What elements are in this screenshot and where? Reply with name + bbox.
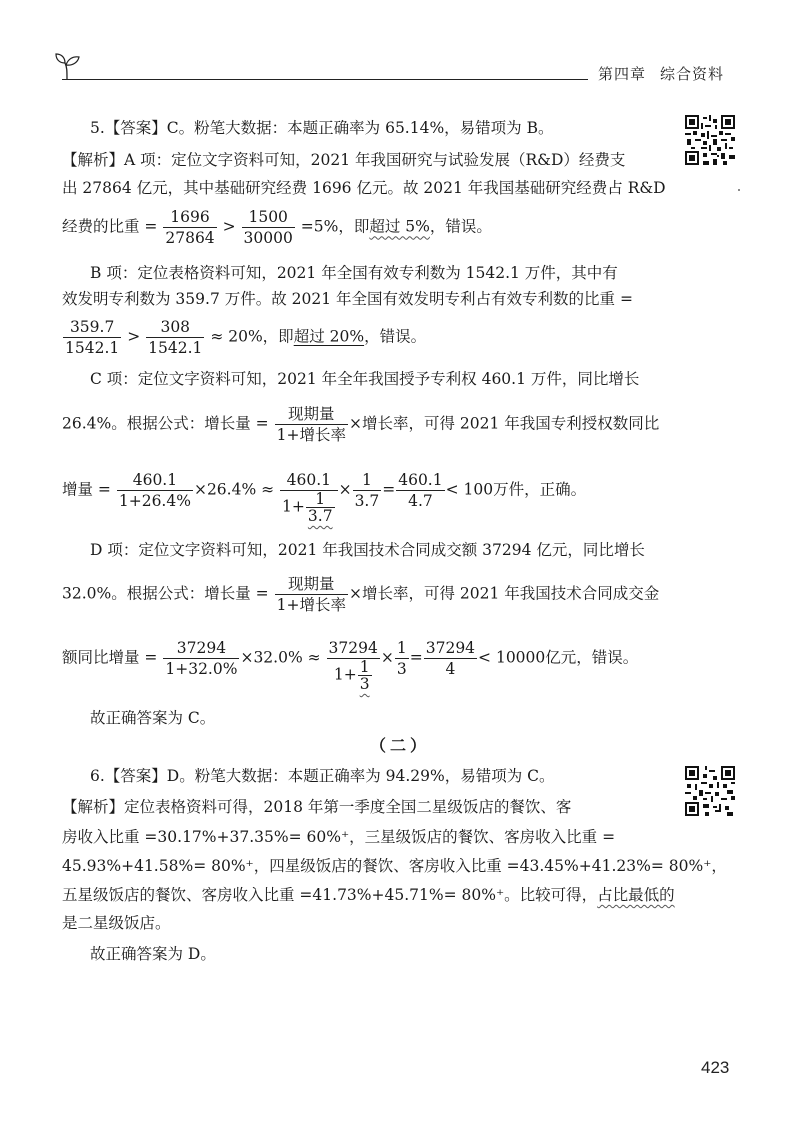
q5-answer-line (62, 118, 554, 138)
q5-formula-a (62, 207, 492, 248)
q5-line3 (62, 178, 666, 198)
q6-line3 (62, 827, 615, 847)
fraction-numerator: 37294 (425, 639, 476, 657)
fraction (275, 574, 348, 615)
q5-formula-a-mid: =5%，即 (300, 217, 370, 236)
fraction-numerator: 37294 (163, 638, 239, 659)
header-rule (62, 79, 588, 80)
q6-line6 (62, 913, 171, 933)
q5-option-b-formula (62, 317, 426, 358)
fraction-denominator: 1+26.4% (118, 492, 191, 510)
q5-option-c-line1 (62, 369, 639, 389)
fraction (163, 638, 239, 679)
fraction-numerator: 37294 (328, 639, 378, 657)
fraction-denominator: 4 (445, 660, 456, 678)
q5-option-d-formula-pre: 额同比增量 = (62, 648, 158, 667)
fraction (424, 638, 477, 679)
fraction (280, 470, 338, 524)
fraction-numerator: 1 (396, 639, 407, 657)
fraction-denominator: 27864 (165, 229, 215, 247)
q5-analysis-line (62, 150, 625, 170)
fraction-denominator: 1+增长率 (276, 596, 346, 614)
q5-emphasis: 超过 5% (369, 217, 430, 236)
q6-line4 (62, 856, 727, 876)
fraction-denominator: 3 (396, 660, 407, 678)
fraction (396, 470, 444, 511)
fraction-numerator: 308 (146, 317, 204, 338)
q5-line3-text: 出 27864 亿元，其中基础研究经费 1696 亿元。故 2021 年我国基础研究经费占 R&D (62, 179, 666, 197)
fraction-denominator: 3.7 (354, 492, 380, 510)
q5-conclusion (62, 708, 215, 728)
fraction-denominator (327, 659, 380, 692)
q5-option-c-formula-post: < 100万件，正确。 (445, 480, 587, 499)
fraction-numerator: 1500 (242, 207, 295, 228)
q5-option-c-text1: C 项：定位文字资料可知，2021 年全年我国授予专利权 460.1 万件，同比增长 (90, 370, 640, 388)
fraction-denominator (280, 491, 338, 524)
fraction-numerator: 460.1 (117, 470, 193, 491)
fraction-numerator: 359.7 (63, 317, 121, 338)
q5-option-c-post: ×增长率，可得 2021 年我国专利授权数同比 (348, 414, 660, 433)
q6-conclusion (62, 944, 216, 964)
q5-emphasis: 超过 20% (293, 327, 365, 346)
fraction-prefix: 1+ (282, 497, 305, 516)
q5-option-b-text2: 效发明专利数为 359.7 万件。故 2021 年全国有效发明专利占有效专利数的比重 = (62, 290, 633, 308)
fraction-numerator: 460.1 (280, 470, 338, 491)
q5-option-d-formula-a: ×32.0% ≈ (240, 648, 321, 667)
q5-formula-a-post: ，错误。 (429, 217, 492, 236)
q5-option-b-line2 (62, 289, 633, 309)
fraction-numerator: 460.1 (398, 471, 443, 489)
section-label: 综合资料 (660, 65, 725, 83)
fraction (395, 638, 409, 679)
q5-option-b-line1 (62, 263, 618, 283)
q6-line6-text: 是二星级饭店。 (62, 914, 171, 932)
q5-option-b-mid: ≈ 20%，即 (210, 327, 294, 346)
fraction-denominator: 30000 (243, 229, 293, 247)
page-number: 423 (701, 1058, 730, 1077)
q5-option-c-pre: 26.4%。根据公式：增长量 = (62, 414, 269, 433)
stray-dot (738, 189, 740, 191)
q6-conclusion-text: 故正确答案为 D。 (90, 945, 216, 963)
q5-option-c-line2 (62, 404, 659, 445)
q5-option-b-text1: B 项：定位表格资料可知，2021 年全国有效专利数为 1542.1 万件，其中有 (90, 264, 618, 282)
q5-option-d-line1 (62, 540, 645, 560)
q6-line4-text: 45.93%+41.58%= 80%⁺，四星级饭店的餐饮、客房收入比重 =43.45%+41.23%= 80%⁺， (62, 857, 727, 875)
fraction (353, 470, 382, 511)
q5-option-d-post: ×增长率，可得 2021 年我国技术合同成交金 (348, 584, 660, 603)
fraction (358, 659, 372, 692)
q5-option-c-formula-pre: 增量 = (62, 480, 111, 499)
q5-formula-a-pre: 经费的比重 = (62, 217, 158, 236)
fraction-denominator: 3.7 (307, 507, 333, 525)
greater-than: > (127, 327, 141, 346)
q6-answer-text: 6.【答案】D。粉笔大数据：本题正确率为 94.29%，易错项为 C。 (90, 767, 555, 785)
equals-sign: = (409, 648, 423, 667)
q5-option-c-formula (62, 470, 586, 524)
q6-emphasis: 占比最低的 (597, 886, 675, 904)
q6-line5 (62, 885, 675, 905)
q5-answer-text: 5.【答案】C。粉笔大数据：本题正确率为 65.14%，易错项为 B。 (90, 119, 554, 137)
fraction-prefix: 1+ (333, 665, 357, 684)
fraction-denominator: 1542.1 (65, 339, 120, 357)
fraction (117, 470, 193, 511)
fraction (327, 638, 380, 692)
fraction (275, 404, 348, 445)
qr-code-icon[interactable] (685, 115, 735, 165)
section-title: （二） (369, 736, 430, 755)
fraction-denominator: 1542.1 (148, 339, 203, 357)
q6-answer-line (62, 766, 555, 786)
equals-sign: = (382, 480, 396, 499)
fraction (163, 207, 216, 248)
q5-option-c-formula-a: ×26.4% ≈ (193, 480, 275, 499)
fraction-numerator: 1 (359, 658, 370, 676)
greater-than: > (222, 217, 236, 236)
q5-option-d-pre: 32.0%。根据公式：增长量 = (62, 584, 269, 603)
fraction-denominator: 1+增长率 (276, 426, 346, 444)
q6-line3-text: 房收入比重 =30.17%+37.35%= 60%⁺，三星级饭店的餐饮、客房收入比重 = (62, 828, 616, 846)
qr-code-icon[interactable] (685, 766, 735, 816)
q5-option-d-text1: D 项：定位文字资料可知，2021 年我国技术合同成交额 37294 亿元，同比增长 (90, 541, 645, 559)
fraction-denominator: 1+32.0% (165, 660, 238, 678)
fraction (242, 207, 295, 248)
fraction-numerator: 1 (353, 470, 382, 491)
q5-analysis-text: 【解析】A 项：定位文字资料可知，2021 年我国研究与试验发展（R&D）经费支 (62, 151, 626, 169)
fraction-numerator: 1696 (163, 207, 216, 228)
times-sign: × (380, 648, 394, 667)
fraction (146, 317, 204, 358)
chapter-header (598, 63, 724, 84)
q5-option-d-line2 (62, 574, 659, 615)
fraction (63, 317, 121, 358)
q6-line5-text: 五星级饭店的餐饮、客房收入比重 =41.73%+45.71%= 80%⁺。比较可得， (62, 886, 598, 904)
q5-option-d-formula (62, 638, 638, 692)
q6-analysis-text: 【解析】定位表格资料可得，2018 年第一季度全国二星级饭店的餐饮、客 (62, 798, 572, 816)
fraction-numerator: 现期量 (275, 404, 348, 425)
q5-conclusion-text: 故正确答案为 C。 (90, 709, 216, 727)
q5-option-b-post: ，错误。 (364, 327, 427, 346)
chapter-label: 第四章 (598, 65, 647, 83)
q5-option-d-formula-post: < 10000亿元，错误。 (478, 648, 639, 667)
q6-analysis-line (62, 797, 571, 817)
fraction-denominator: 4.7 (408, 492, 433, 510)
fraction (306, 491, 335, 524)
fraction-numerator: 现期量 (275, 574, 348, 595)
fraction-numerator: 1 (306, 491, 335, 508)
fraction-denominator: 3 (359, 675, 370, 693)
times-sign: × (338, 480, 352, 499)
